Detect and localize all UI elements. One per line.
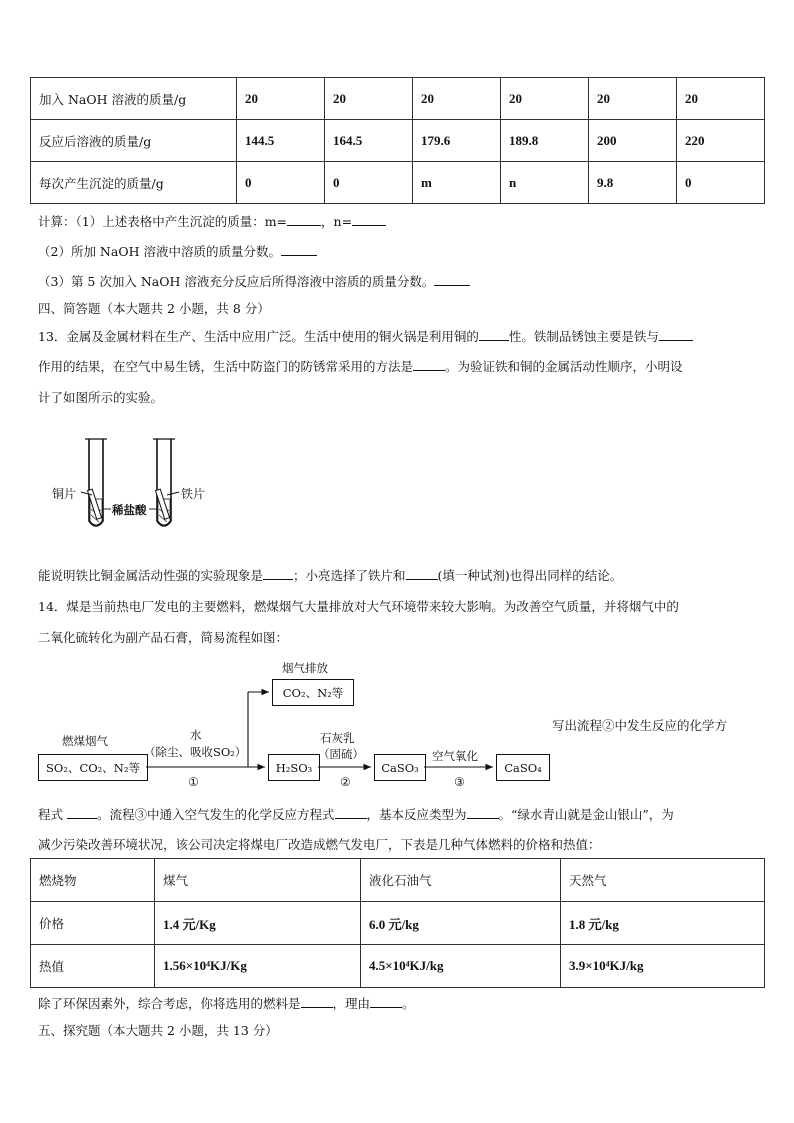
table-cell: 189.8 — [501, 120, 589, 162]
row-label: 价格 — [31, 902, 155, 945]
table-cell: 220 — [677, 120, 765, 162]
step2-reagent: 石灰乳 — [320, 731, 355, 745]
table-cell: 20 — [501, 78, 589, 120]
section-heading: 四、简答题（本大题共 2 小题，共 8 分） — [38, 301, 270, 316]
table-header: 天然气 — [561, 859, 765, 902]
coal-gas-title: 燃煤烟气 — [62, 734, 108, 748]
flow-side-text: 写出流程②中发生反应的化学方 — [552, 718, 728, 733]
table-cell: 6.0 元/kg — [361, 902, 561, 945]
answer-blank[interactable] — [467, 806, 499, 819]
step1-note: （除尘、吸收SO₂） — [144, 745, 247, 759]
table-cell: 3.9×10⁴KJ/kg — [561, 945, 765, 988]
fuel-choice-line — [38, 994, 415, 1012]
acid-label: 稀盐酸 — [112, 503, 147, 517]
table-cell: 20 — [237, 78, 325, 120]
q14-text: 。“绿水青山就是金山银山”，为 — [498, 807, 674, 822]
q12-part3-text: （3）第 5 次加入 NaOH 溶液充分反应后所得溶液中溶质的质量分数。 — [38, 274, 435, 289]
step1-number: ① — [188, 775, 199, 789]
table-cell: 20 — [413, 78, 501, 120]
q14-text: 程式 — [38, 807, 67, 822]
q13-line3: 计了如图所示的实验。 — [38, 390, 164, 405]
step2-number: ② — [340, 775, 351, 789]
table-cell: 144.5 — [237, 120, 325, 162]
table-cell: 0 — [677, 162, 765, 204]
table-cell: 164.5 — [325, 120, 413, 162]
step2-note: （固硫） — [318, 747, 364, 761]
row-label: 反应后溶液的质量/g — [31, 120, 237, 162]
table-row — [31, 902, 765, 945]
q14-line4: 减少污染改善环境状况，该公司决定将煤电厂改造成燃气发电厂，下表是几种气体燃料的价格和热值： — [38, 837, 601, 852]
q12-part2-text: （2）所加 NaOH 溶液中溶质的质量分数。 — [38, 244, 281, 259]
calc-text-mid: ，n= — [321, 214, 353, 229]
q13-text: 13．金属及金属材料在生产、生活中应用广泛。生活中使用的铜火锅是利用铜的 — [38, 329, 479, 344]
table-cell: m — [413, 162, 501, 204]
table-cell: 20 — [325, 78, 413, 120]
section-heading: 五、探究题（本大题共 2 小题，共 13 分） — [38, 1023, 278, 1038]
q13-text: 作用的结果，在空气中易生锈，生活中防盗门的防锈常采用的方法是 — [38, 359, 414, 374]
answer-blank[interactable] — [370, 995, 402, 1008]
q14-text: 。流程③中通入空气发生的化学反应方程式 — [96, 807, 335, 822]
table-cell: 1.4 元/Kg — [155, 902, 361, 945]
row-label: 热值 — [31, 945, 155, 988]
step3-reagent: 空气氧化 — [432, 749, 478, 763]
table-cell: 0 — [237, 162, 325, 204]
q13-text: 性。铁制品锈蚀主要是铁与 — [508, 329, 659, 344]
coal-gas-box: SO₂、CO₂、N₂等 — [38, 754, 148, 781]
copper-label: 铜片 — [52, 487, 77, 501]
table-cell: 179.6 — [413, 120, 501, 162]
iron-label: 铁片 — [181, 487, 206, 501]
h2so3-box: H₂SO₃ — [268, 754, 320, 781]
answer-blank[interactable] — [335, 806, 367, 819]
table-cell: n — [501, 162, 589, 204]
step1-reagent: 水 — [190, 728, 202, 742]
table-cell: 1.8 元/kg — [561, 902, 765, 945]
q14-line1: 14．煤是当前热电厂发电的主要燃料，燃煤烟气大量排放对大气环境带来较大影响。为改善空气质量，并将烟气中的 — [38, 599, 679, 614]
table-row — [31, 945, 765, 988]
q13-text: (填一种试剂)也得出同样的结论。 — [437, 568, 623, 583]
table-cell: 0 — [325, 162, 413, 204]
q14-line2: 二氧化硫转化为副产品石膏，简易流程如图： — [38, 630, 289, 645]
calc-text: 计算：（1）上述表格中产生沉淀的质量：m= — [38, 214, 288, 229]
table-cell: 200 — [589, 120, 677, 162]
table-header-row — [31, 859, 765, 902]
table-header: 液化石油气 — [361, 859, 561, 902]
q13-text: 。为验证铁和铜的金属活动性顺序，小明设 — [445, 359, 683, 374]
table-cell: 4.5×10⁴KJ/kg — [361, 945, 561, 988]
table-header: 煤气 — [155, 859, 361, 902]
fuel-choice-text: 。 — [402, 996, 415, 1011]
table-cell: 1.56×10⁴KJ/Kg — [155, 945, 361, 988]
q14-line3 — [38, 805, 674, 823]
answer-blank[interactable] — [67, 806, 97, 819]
table-cell: 20 — [589, 78, 677, 120]
table-cell: 9.8 — [589, 162, 677, 204]
row-label: 加入 NaOH 溶液的质量/g — [31, 78, 237, 120]
step3-number: ③ — [454, 775, 465, 789]
answer-blank[interactable] — [301, 995, 333, 1008]
caso3-box: CaSO₃ — [374, 754, 426, 781]
exhaust-title: 烟气排放 — [282, 661, 328, 675]
q13-text: ；小亮选择了铁片和 — [293, 568, 406, 583]
exhaust-box: CO₂、N₂等 — [272, 679, 354, 706]
fuel-choice-text: 除了环保因素外，综合考虑，你将选用的燃料是 — [38, 996, 301, 1011]
caso4-box: CaSO₄ — [496, 754, 550, 781]
fuel-choice-text: ，理由 — [332, 996, 371, 1011]
q13-text: 能说明铁比铜金属活动性强的实验现象是 — [38, 568, 264, 583]
table-cell: 20 — [677, 78, 765, 120]
fuel-comparison-table — [30, 858, 765, 988]
q14-text: ，基本反应类型为 — [366, 807, 467, 822]
row-label: 每次产生沉淀的质量/g — [31, 162, 237, 204]
table-header: 燃烧物 — [31, 859, 155, 902]
